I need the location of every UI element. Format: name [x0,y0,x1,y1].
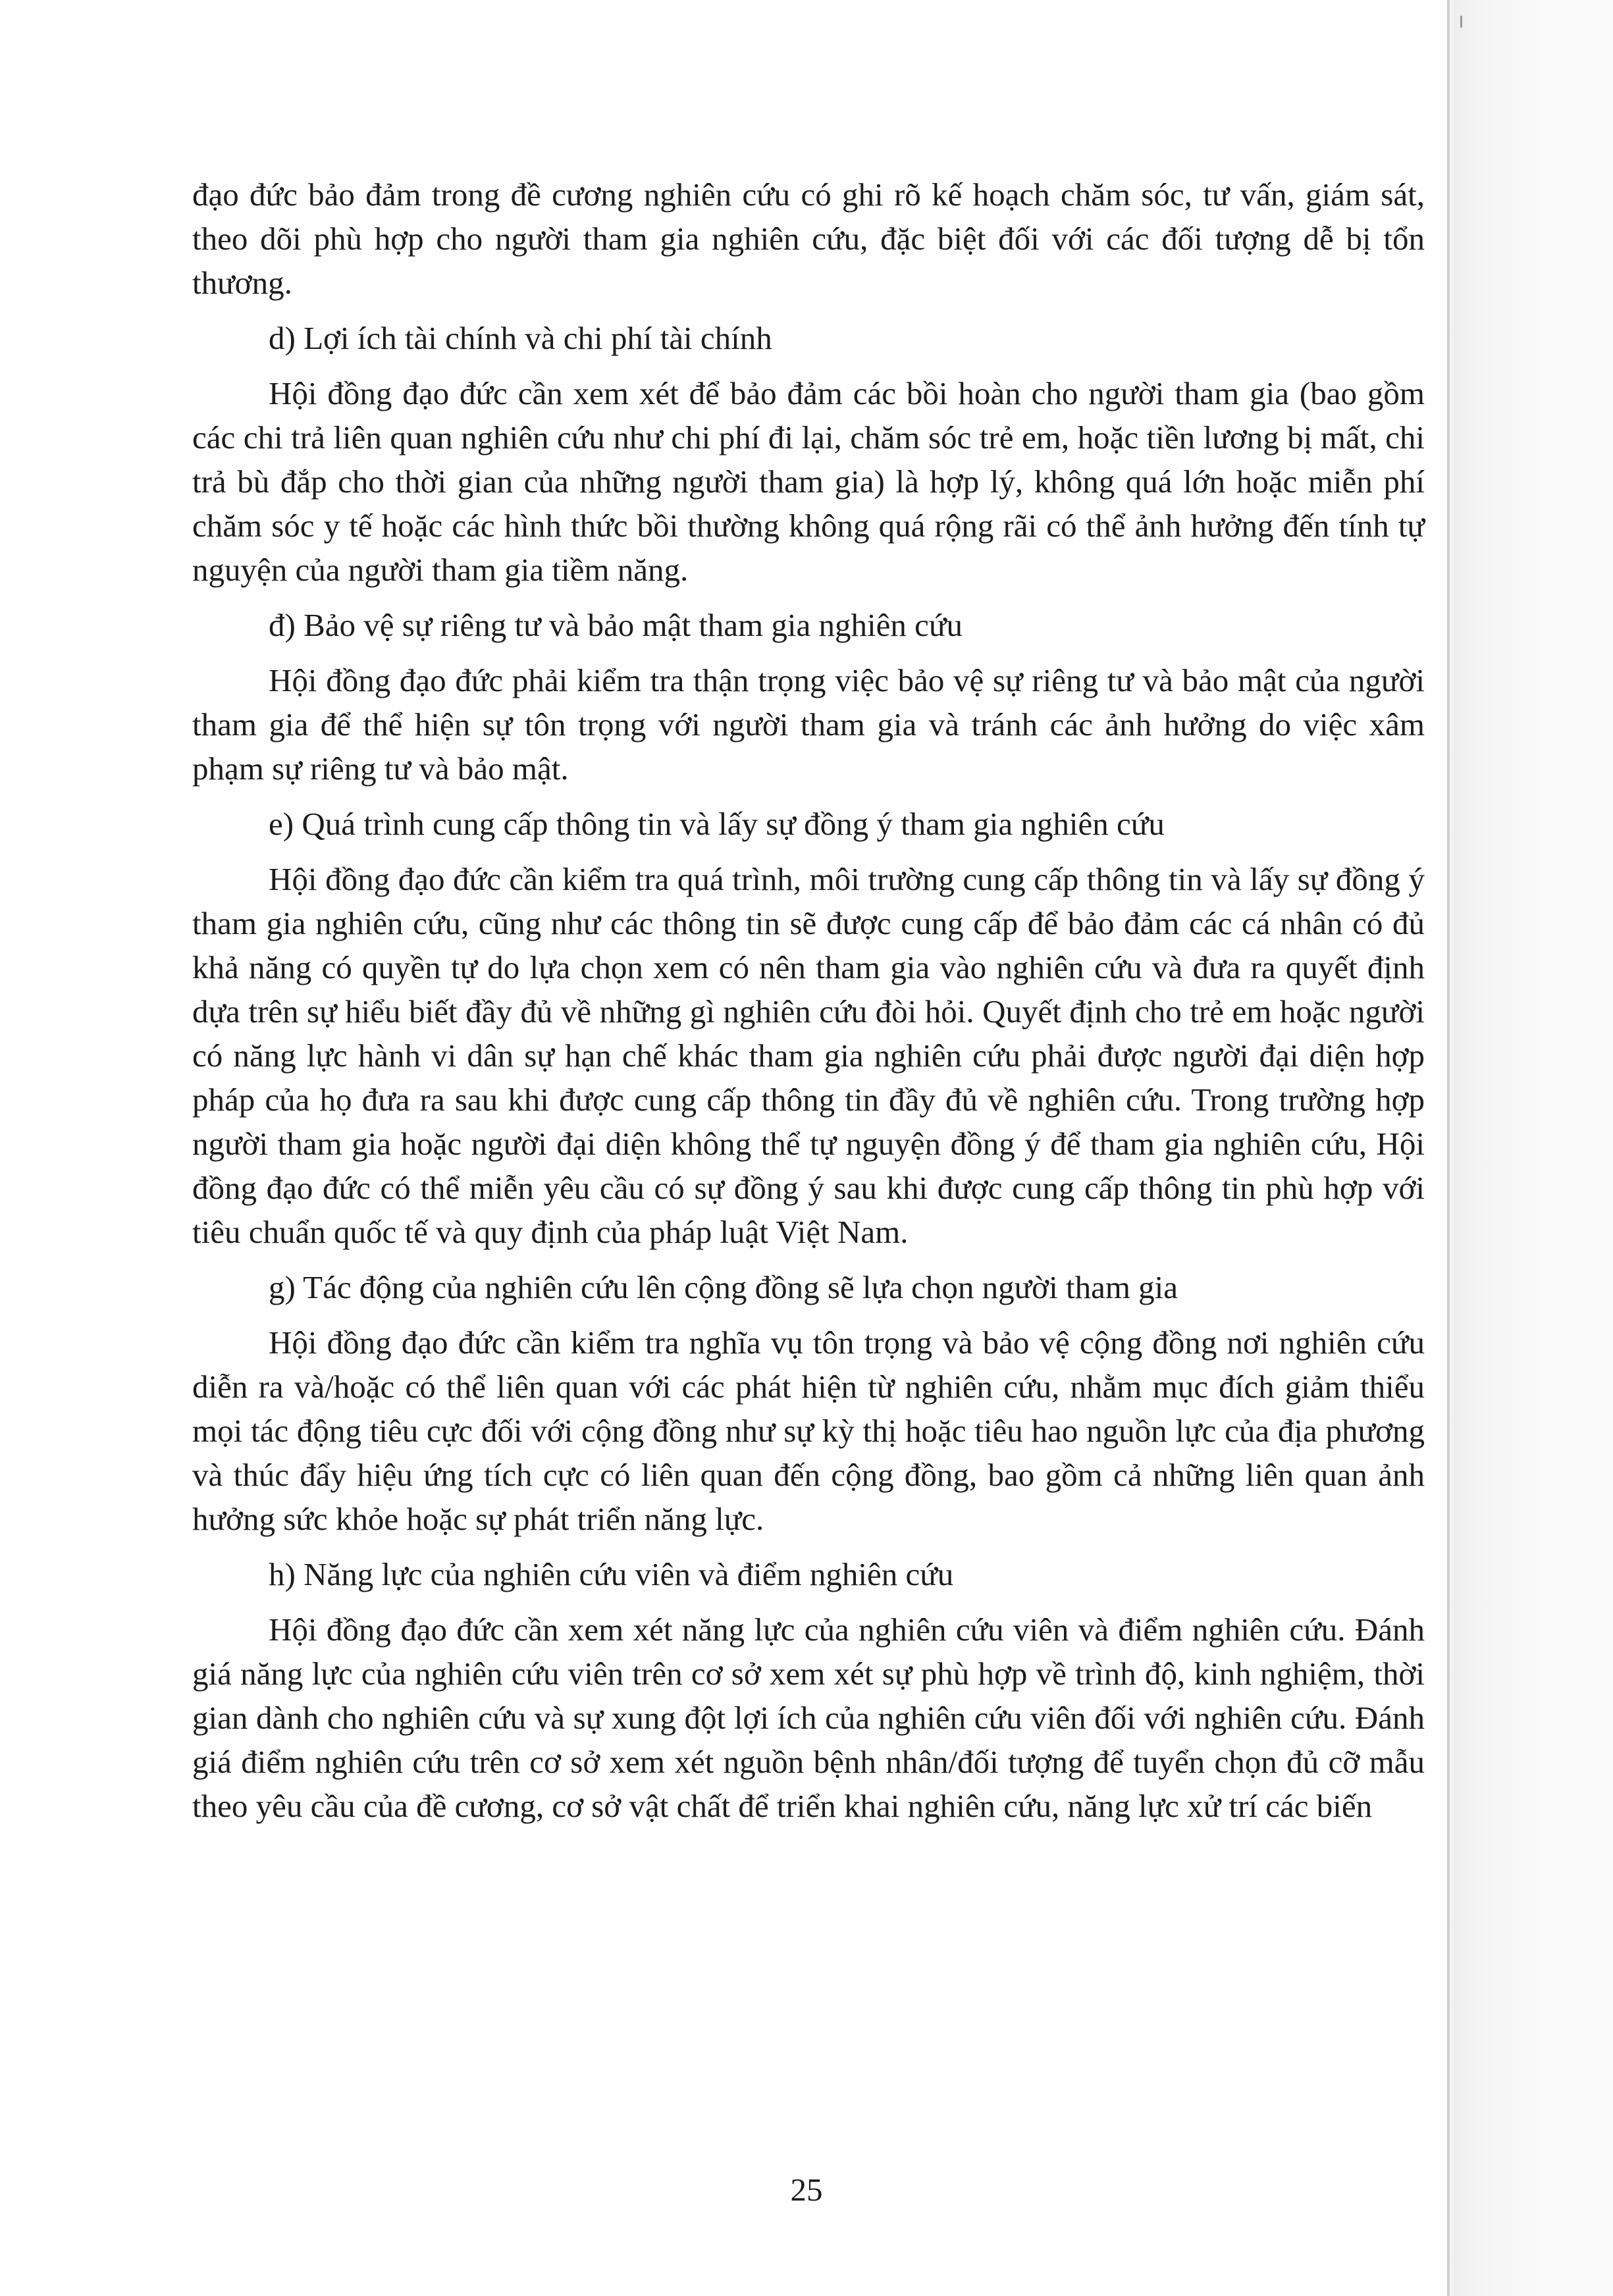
paragraph-privacy: Hội đồng đạo đức phải kiểm tra thận trọng việc bảo vệ sự riêng tư và bảo mật của người tham gia để thể hiện sự tôn trọng với người tham gia và tránh các ảnh hưởng do việc xâm phạm sự riêng tư và bảo mật. [192,662,1425,787]
section-heading-e: e) Quá trình cung cấp thông tin và lấy sự đồng ý tham gia nghiên cứu [269,806,1165,842]
section-heading-h: h) Năng lực của nghiên cứu viên và điểm nghiên cứu [269,1556,954,1592]
paragraph-researcher-capacity: Hội đồng đạo đức cần xem xét năng lực của nghiên cứu viên và điểm nghiên cứu. Đánh giá năng lực của nghiên cứu viên trên cơ sở xem xét sự phù hợp về trình độ, kinh nghiệm, thời gian dành cho nghiên cứu và sự xung đột lợi ích của nghiên cứu viên đối với nghiên cứu. Đánh giá điểm nghiên cứu trên cơ sở xem xét nguồn bệnh nhân/đối tượng để tuyển chọn đủ cỡ mẫu theo yêu cầu của đề cương, cơ sở vật chất để triển khai nghiên cứu, năng lực xử trí các biến [192,1611,1425,1824]
section-heading-dd: đ) Bảo vệ sự riêng tư và bảo mật tham gia nghiên cứu [269,607,963,643]
scan-edge-line [1447,0,1450,2296]
paragraph-informed-consent: Hội đồng đạo đức cần kiểm tra quá trình, môi trường cung cấp thông tin và lấy sự đồng ý tham gia nghiên cứu, cũng như các thông tin sẽ được cung cấp để bảo đảm các cá nhân có đủ khả năng có quyền tự do lựa chọn xem có nên tham gia vào nghiên cứu và đưa ra quyết định dựa trên sự hiểu biết đầy đủ về những gì nghiên cứu đòi hỏi. Quyết định cho trẻ em hoặc người có năng lực hành vi dân sự hạn chế khác tham gia nghiên cứu phải được người đại diện hợp pháp của họ đưa ra sau khi được cung cấp thông tin đầy đủ về nghiên cứu. Trong trường hợp người tham gia hoặc người đại diện không thể tự nguyện đồng ý để tham gia nghiên cứu, Hội đồng đạo đức có thể miễn yêu cầu có sự đồng ý sau khi được cung cấp thông tin phù hợp với tiêu chuẩn quốc tế và quy định của pháp luật Việt Nam. [192,861,1425,1250]
paragraph-financial-benefits: Hội đồng đạo đức cần xem xét để bảo đảm các bồi hoàn cho người tham gia (bao gồm các chi trả liên quan nghiên cứu như chi phí đi lại, chăm sóc trẻ em, hoặc tiền lương bị mất, chi trả bù đắp cho thời gian của những người tham gia) là hợp lý, không quá lớn hoặc miễn phí chăm sóc y tế hoặc các hình thức bồi thường không quá rộng rãi có thể ảnh hưởng đến tính tự nguyện của người tham gia tiềm năng. [192,375,1425,588]
section-heading-d: d) Lợi ích tài chính và chi phí tài chính [269,320,772,356]
paragraph-community-impact: Hội đồng đạo đức cần kiểm tra nghĩa vụ tôn trọng và bảo vệ cộng đồng nơi nghiên cứu diễn ra và/hoặc có thể liên quan với các phát hiện từ nghiên cứu, nhằm mục đích giảm thiểu mọi tác động tiêu cực đối với cộng đồng như sự kỳ thị hoặc tiêu hao nguồn lực của địa phương và thúc đẩy hiệu ứng tích cực có liên quan đến cộng đồng, bao gồm cả những liên quan ảnh hưởng sức khỏe hoặc sự phát triển năng lực. [192,1324,1425,1537]
paragraph-continuation: đạo đức bảo đảm trong đề cương nghiên cứu có ghi rõ kế hoạch chăm sóc, tư vấn, giám sát, theo dõi phù hợp cho người tham gia nghiên cứu, đặc biệt đối với các đối tượng dễ bị tổn thương. [192,176,1425,301]
scan-page-edge [1445,0,1613,2296]
document-body [192,172,1425,1839]
scan-edge-mark [1460,16,1462,28]
page-number: 25 [790,2172,823,2208]
section-heading-g: g) Tác động của nghiên cứu lên cộng đồng sẽ lựa chọn người tham gia [269,1269,1178,1305]
